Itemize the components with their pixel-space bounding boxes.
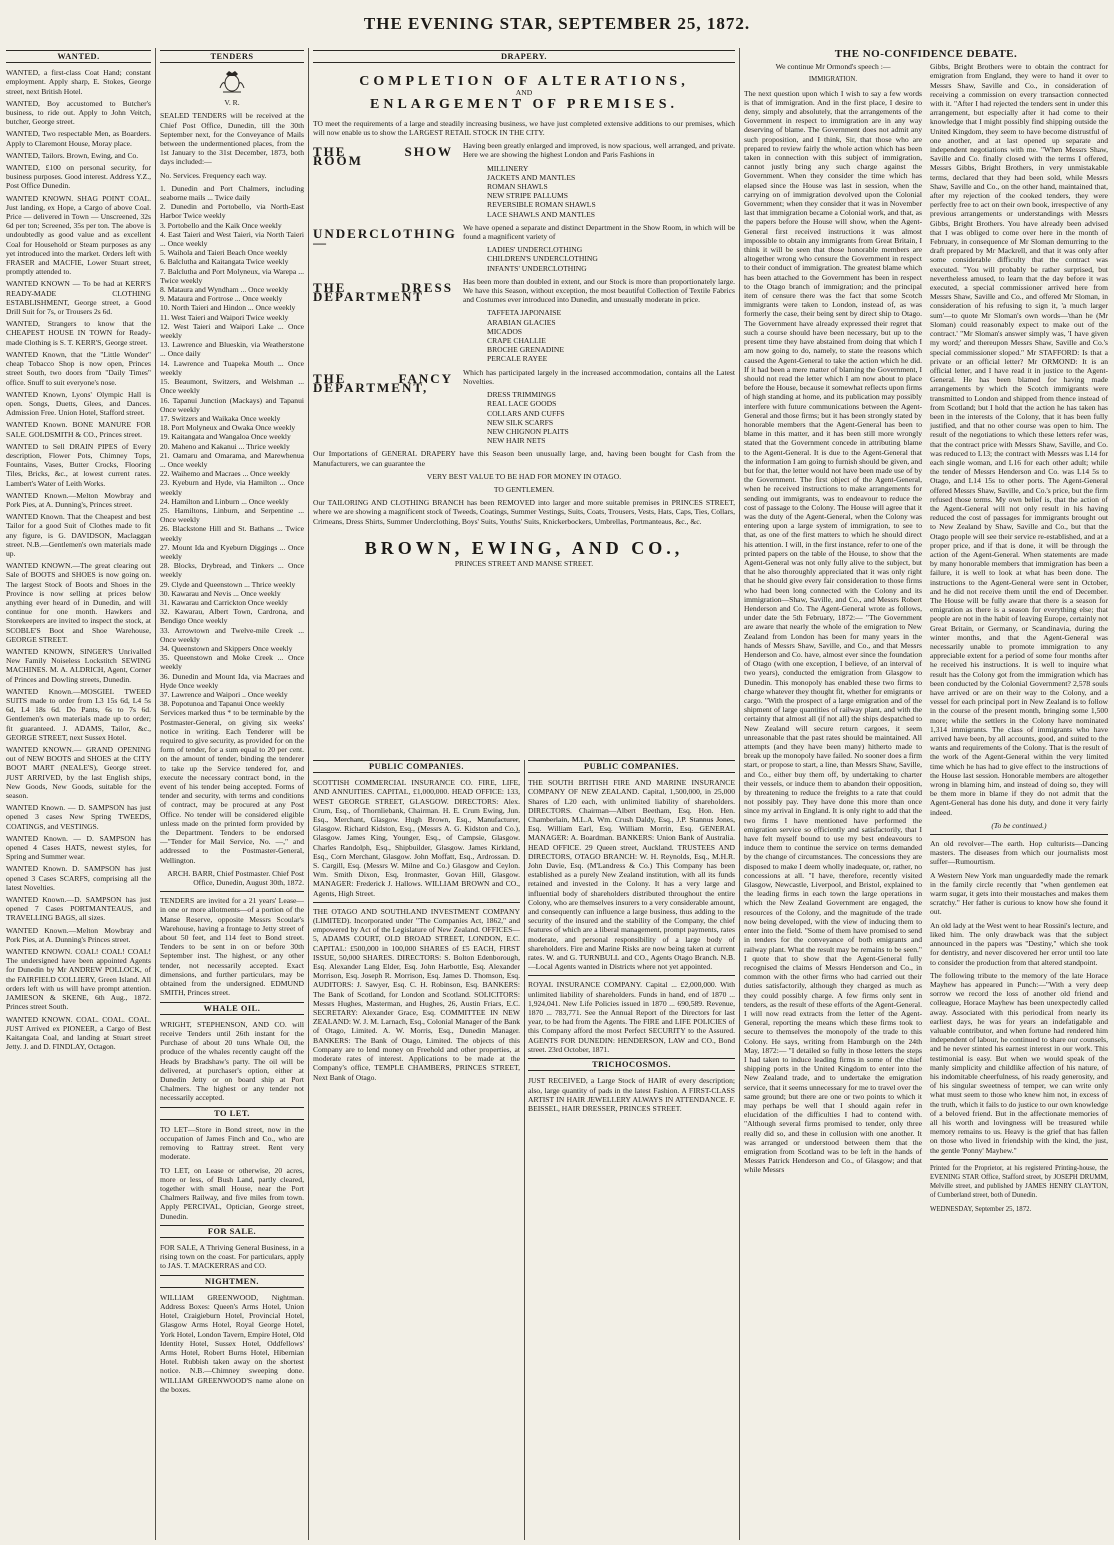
column-rule <box>308 48 309 1540</box>
mail-service-row: 11. West Taieri and Waipori Twice weekly <box>160 312 289 322</box>
misc-paragraph-1: An old revolver—The earth. Hop culturists—Dancing masters. The diseases from which our journalists most suffer—Rumourtism. <box>930 839 1108 867</box>
mail-service-row: 19. Kaitangata and Wangaloa Once weekly <box>160 432 291 442</box>
dress-item: CRAPE CHALLIE <box>487 336 546 346</box>
debate-column <box>744 50 1108 1540</box>
mail-service-row: 16. Tapanui Junction (Mackays) and Tapanui Once weekly <box>160 395 304 414</box>
wanted-ad: WANTED KNOWN, SINGER'S Unrivalled New Family Noiseless Lockstitch SEWING MACHINES. M. A. ALDRICH, Agent, Corner of Princes and Dowling streets, Dunedin. <box>6 646 151 684</box>
showroom-item: JACKETS AND MANTLES <box>487 172 576 182</box>
dress-text: Has been more than doubled in extent, and our Stock is more than proportionately large. We have this Season, without exception, the most beautiful Collection of Textile Fabrics and Costumes ever introduced into Dunedin, and unusually moderate in price. <box>463 276 735 305</box>
south-british-ad: THE SOUTH BRITISH FIRE AND MARINE INSURANCE COMPANY OF NEW ZEALAND. Capital, 1,500,000, in 25,000 Shares of L20 each, with unlimited liability of shareholders. DIRECTORS. Chairman—Albert Beetham, Esq. Hon. Hen. Chamberlain, M.L.A. Wm. Crush Daldy, Esq., J.P. Stannus Jones, Esq. William Earl, Esq. William Morrin, Esq. GENERAL MANAGER: A. Boardman. BANKERS: Union Bank of Australia. HEAD OFFICE. 29 Queen street, Auckland. TRUSTEES AND DIRECTORS, OTAGO BRANCH: W. H. Reynolds, Esq., M.H.R. John Davie, Esq. (M'Landress & Co.) This Company has been established as a purely New Zealand institution, with all its funds retained and invested in the Colony. It has a very large and influential body of shareholders distributed throughout the entire Colony, who are themselves insurers to a very considerable amount, and consequently can influence a large business, thus adding to the security of the insured and the stability of the Company, the chief features of which are a liberal management, prompt payments, rates moderate, and personal responsibility of a large body of shareholders. Fire and Marine Risks are now being taken at current rates. W. and G. TURNBULL and CO., Agents Otago Branch. N.B.—Local Agents wanted in Districts where not yet appointed. <box>528 778 735 972</box>
mail-service-row: 10. North Taieri and Hindon ... Once weekly <box>160 303 296 313</box>
imprint-date: WEDNESDAY, September 25, 1872. <box>930 1205 1032 1213</box>
mail-service-row: 12. West Taieri and Waipori Lake ... Once weekly <box>160 321 304 341</box>
mail-service-row: 37. Lawrence and Waipori .. Once weekly <box>160 690 288 699</box>
column-rule <box>739 48 740 1540</box>
mail-service-row: 5. Waihola and Taieri Beach Once weekly <box>160 248 288 258</box>
public-companies-head-2: PUBLIC COMPANIES. <box>528 760 735 773</box>
wanted-ad: WANTED Known, that the "Little Wonder" cheap Tobacco Shop is now open, Princes street South, two doors from "Daily Times" office. Snuff to suit everyone's nose. <box>6 349 151 387</box>
mail-service-row: 21. Oamaru and Omarama, and Marewhenua ... Once weekly <box>160 450 304 469</box>
showroom-text: Having been greatly enlarged and improved, is now spacious, well arranged, and private. Here we are showing the highest London and Paris Fashions in <box>463 141 735 160</box>
rule <box>528 975 735 976</box>
wanted-ad: WANTED KNOWN. COAL. COAL. COAL. JUST Arrived ex PIONEER, a Cargo of Best Kaitangata Coal, and landing at Stuart street Jetty. J. and D. FINDLAY, Octagon. <box>6 1014 151 1052</box>
column-rule <box>155 48 156 1540</box>
fancy-item: COLLARS AND CUFFS <box>487 408 565 418</box>
trichocosmos-head: TRICHOCOSMOS. <box>528 1058 735 1071</box>
lease-ad: TENDERS are invited for a 21 years' Lease—in one or more allotments—of a portion of the Manse Reserve, opposite Messrs Scoular's Warehouse, having a frontage to Jetty street of about 50 feet, and 114 feet to Bond street. Tenders to be sent in on or before 30th September inst. The highest, or any other tender, not necessarily accepted. Exact dimensions, and further particulars, may be obtained from the undersigned. EDMUND SMITH, Princes street. <box>160 896 304 998</box>
mail-service-row: 27. Mount Ida and Kyeburn Diggings ... Once weekly <box>160 542 304 561</box>
mail-service-row: 38. Popotunoa and Tapanui Once weekly <box>160 699 285 709</box>
drapery-title-and: AND <box>515 88 533 98</box>
underclothing-head: UNDERCLOTHING— <box>313 225 457 251</box>
dress-head: THE DRESS DEPARTMENT <box>313 279 453 305</box>
dress-item: ARABIAN GLACIES <box>487 317 556 327</box>
tender-intro: SEALED TENDERS will be received at the Chief Post Office, Dunedin, till the 30th September next, for the Conveyance of Mails between the undermentioned places, from the 1st January to the 31st December, 1873, both days included:— <box>160 111 304 167</box>
mail-service-row: 23. Kyeburn and Hyde, via Hamilton ... Once weekly <box>160 478 304 497</box>
fancy-item: NEW SILK SCARFS <box>487 417 554 427</box>
underclothing-section <box>313 223 735 277</box>
wanted-ad: WANTED Known. — D. SAMPSON has opened 4 Cases HATS, newest styles, for Spring and Summer wear. <box>6 833 151 862</box>
wanted-ad: WANTED KNOWN. COAL! COAL! COAL! The undersigned have been appointed Agents for Dunedin by Mr ANDREW POLLOCK, of the FAIRFIELD COLLIERY, Green Island. All orders left with us will have prompt attention. JAMIESON & SKENE, 6th Aug., 1872. Princes street South. <box>6 947 151 1012</box>
mail-service-row: 22. Waihemo and Macraes ... Once weekly <box>160 469 290 479</box>
mail-service-row: 1. Dunedin and Port Chalmers, including seaborne mails ... Twice daily <box>160 183 304 203</box>
wanted-ad: WANTED, a first-class Coat Hand; constant employment. Apply sharp, E. Stokes, George street, next British Hotel. <box>6 68 151 96</box>
mail-service-row: 8. Mataura and Wyndham ... Once weekly <box>160 285 289 295</box>
to-let-head: TO LET. <box>160 1107 304 1120</box>
wanted-ad: WANTED KNOWN.— GRAND OPENING out of NEW BOOTS and SHOES at the CITY BOOT MART (NEALE'S), George street. JUST ARRIVED, by the last English ships, New Goods, New Goods, suitable for the season. <box>6 745 151 801</box>
whale-oil-head: WHALE OIL. <box>160 1002 304 1015</box>
mail-service-row: 3. Portobello and the Kaik Once weekly <box>160 220 282 230</box>
public-companies-head-1: PUBLIC COMPANIES. <box>313 760 520 773</box>
mail-service-row: 17. Switzers and Waikaka Once weekly <box>160 413 281 423</box>
underclothing-item: CHILDREN'S UNDERCLOTHING <box>487 254 598 264</box>
mail-service-row: 35. Queenstown and Moke Creek ... Once weekly <box>160 653 304 672</box>
to-be-continued: (To be continued.) <box>991 820 1047 830</box>
fancy-section <box>313 368 735 450</box>
showroom-item: MILLINERY <box>487 163 529 173</box>
firm-address: PRINCES STREET AND MANSE STREET. <box>454 558 594 568</box>
mail-service-row: 31. Kawarau and Carrickton Once weekly <box>160 597 288 607</box>
firm-name: BROWN, EWING, AND CO., <box>364 537 684 558</box>
debate-intro: We continue Mr Ormond's speech :— <box>775 62 891 72</box>
masthead: THE EVENING STAR, SEPTEMBER 25, 1872. <box>363 14 751 33</box>
drapery-intro: TO meet the requirements of a large and steadily increasing business, we have just completed extensive additions to our premises, which will now enable us to show the LARGEST RETAIL STOCK IN THE CITY. <box>313 118 735 138</box>
tenders-section-head: TENDERS <box>160 50 304 63</box>
rule <box>160 891 304 892</box>
best-value-text: VERY BEST VALUE TO BE HAD FOR MONEY IN OTAGO. <box>426 471 622 481</box>
dress-section <box>313 277 735 368</box>
mail-service-row: 29. Clyde and Queenstown ... Thrice weekly <box>160 579 296 589</box>
mail-service-row: 24. Hamilton and Linburn ... Once weekly <box>160 496 289 506</box>
wanted-ad: WANTED, Tailors. Brown, Ewing, and Co. <box>6 150 139 160</box>
underclothing-items <box>487 245 735 273</box>
mail-service-row: 18. Port Molyneux and Owaka Once weekly <box>160 423 296 433</box>
rule <box>313 902 520 903</box>
fancy-item: DRESS TRIMMINGS <box>487 390 556 400</box>
debate-text-2: Gibbs, Bright Brothers were to obtain the contract for emigration from England, they were to hand it over to Messrs Shaw, Saville and Co., in consideration of receiving a commission on every transaction connected with it. "After I had rejected the tenders sent in under this arrangement, but especially after it had come to their knowledge that I might possibly find shipping outside the United Kingdom, they seem to have become distrustful of one another, and at last opened up separate and independent negotiations with me. "When Messrs Shaw, Saville and Co. finally closed with the terms I offered, Messrs Gibbs, Bright Brothers, in very unmistakable terms, declared that they had been sold, while Messrs Shaw, Saville and Co., on the other hand, maintained that, after my rejection of the cooked tenders, they were perfectly free to act on their own book, irrespective of any previous arrangements or understandings with Messrs Gibbs, Bright Brothers. You have already been advised that I was obliged to come over here in the month of February, in consequence of Mr Sloman demurring to the draft prepared by Mr Mackrell, and that it was only after some considerable difficulty that the contract was executed. "You will probably be rather surprised, but nevertheless amused, to learn that the day before it was executed, a special commissioner arrived here from Messrs Shaw, Saville and Co., and offered Mr Sloman, in consideration of his refusing to sign it, 'a much larger sum'—to quote Mr Sloman's own words—'than he (Mr Sloman) could reasonably expect to make out of the contract.' "Mr Sloman's answer simply was, 'I have given my word;' and thereupon Messrs Shaw, Saville and Co.'s special commissioner sloped." Mr STAFFORD: Is that a private or an official letter? Mr ORMOND: It is an official letter, and I have read it in justice to the Agent-General. He has been blamed for having made arrangements by which the Scotch immigrants were transmitted to London and shipped from thence instead of from Scotland; but I hold that the action he has taken has been in the interests of the Colony, that it has been fully justified, and that no other course was open to him. The result of the negotiations to which these letters refer was, that the contract price with Messrs Shaw, Saville, and Co. was reduced to L13; the contract with Messrs was L14 for each single woman, and L16 for each other adult; while the tender of Messrs Henderson and Co. was L14 5s to Otago, and L14 15s to other ports. The Agent-General offered Messrs Shaw, Saville, and Co.'s price, but the firm refused those terms. My own belief is, that the action of the Agent-General will not only result in his having reduced the cost of passages for immigrants brought out to New Zealand by Shaw, Saville and Co., but that the Otago people will see their service re-established, and at a proper price, and if that is done, it will be through the action of the Agent-General. When statements are made by many honorable members that immigration has been a failure, it is well to look at what has been done. The instructions to the Agent-General were sent in October, and he did not receive them until the end of December. The House will be fully aware that there is a season for emigration as there is a season for everything else; that people are not in the habit of leaving Europe, certainly not Great Britain, or Germany, or Scandinavia, during the winter months, and that the Agent-General was necessarily unable to promote immigration to any appreciable extent for a period of some four months after he received his instructions. It is well to inquire what result has the Colony got from the immigration which has been conducted by the Colonial Government? 2,578 souls have arrived or are on their way to the Colony, and a vessel for each principal port in New Zealand is to follow in the course of the present month, bringing some 1,500 more; while the settlers in the Colony have nominated 1,314 immigrants. The class of immigrants who have arrived have been, by all accounts, good, and suited to the wants and requirements of the Colony. That is the result of the work of the Agent-General within the very limited time which he has had to give effect to the instructions of the House last session. Honorable members are altogether wrong in blaming him, and instead of doing so, they will be them more in blame if they do not admit that the Agent-General has done his duty, and done it very fairly indeed. <box>930 62 1108 817</box>
showroom-section <box>313 141 735 223</box>
underclothing-item: LADIES' UNDERCLOTHING <box>487 245 583 255</box>
wanted-ads <box>6 68 151 1051</box>
showroom-item: LACE SHAWLS AND MANTLES <box>487 209 596 219</box>
otago-investment-ad: THE OTAGO AND SOUTHLAND INVESTMENT COMPANY (LIMITED). Incorporated under "The Companies Act, 1862," and empowered by Act of the Legislature of New Zealand. OFFICES—5, ADAMS COURT, OLD BROAD STREET, LONDON, E.C. CAPITAL: £500,000 in 100,000 SHARES of £5 EACH, FIRST ISSUE, 50,000 SHARES. DIRECTORS: S. Bolton Edenborough, Esq. Alexander Lang Elder, Esq. John Harbottle, Esq. Alexander Morrison, Esq. Joseph R. Morrison, Esq. James D. Thomson, Esq. AUDITORS: J. Sawyer, Esq. C. H. Robinson, Esq. BANKERS: The Bank of Scotland, for London and Scotland. SOLICITORS: Messrs Hughes, Masterman, and Hughes, 26, Austin Friars, E.C. SECRETARY: Alexander Grace, Esq. COMMITTEE IN NEW ZEALAND: W. J. M. Larnach, Esq., Colonial Manager of the Bank of Otago, Limited. A. W. Morris, Esq., Dunedin Manager. BANKERS: The Bank of Otago, Limited. The objects of this Company are to lend money on Freehold and other properties, at moderate rates of interest. Applications to be made at the Company's office, TEMPLE CHAMBERS, PRINCES STREET, Next Bank of Otago. <box>313 906 520 1082</box>
wanted-ad: WANTED, £100 on personal security, for business purposes. Good interest. Address Y.Z., Post Office Dunedin. <box>6 163 151 191</box>
wanted-ad: WANTED KNOWN. SHAG POINT COAL. Just landing, ex Hope, a Cargo of above Coal. Price — delivered in Town — Unscreened, 32s 6d per ton; Screened, 35s per ton. The above is undoubtedly as good value and as excellent Coal for Household or Steam purposes as any yet introduced into the market. Orders left with FRASER and MACFIE, Lower Stuart street, promptly attended to. <box>6 193 151 277</box>
mail-service-row: 25. Hamiltons, Linburn, and Serpentine ... Once weekly <box>160 505 304 525</box>
for-sale-head: FOR SALE. <box>160 1225 304 1238</box>
drapery-section-head: DRAPERY. <box>313 50 735 63</box>
seal-letters: V. R. <box>224 98 240 108</box>
mail-services-list <box>160 184 304 709</box>
dress-item: TAFFETA JAPONAISE <box>487 308 562 318</box>
fancy-head: THE FANCY DEPARTMENT, <box>313 370 453 395</box>
drapery-block <box>313 50 735 750</box>
showroom-item: REVERSIBLE ROMAN SHAWLS <box>487 200 596 210</box>
nightmen-head: NIGHTMEN. <box>160 1275 304 1288</box>
fancy-item: NEW HAIR NETS <box>487 436 546 446</box>
showroom-items <box>487 164 735 219</box>
tenders-column <box>160 50 304 1540</box>
underclothing-item: INFANTS' UNDERCLOTHING <box>487 263 587 273</box>
wanted-column <box>6 50 151 1540</box>
fancy-items <box>487 390 735 445</box>
royal-insurance-ad: ROYAL INSURANCE COMPANY. Capital ... £2,000,000. With unlimited liability of shareholders. Funds in hand, end of 1870 ... 1,924,041. New Life Policies issued in 1870 ... 690,589. Revenue, 1870 ... 783,771. See the Annual Report of the Directors for last year, to be had from the Agents. The FIRE and LIFE POLICIES of this Company afford the most Perfect SECURITY to the Assured. AGENTS FOR DUNEDIN: HENDERSON, LAW and CO., Bond street. 23rd October, 1871. <box>528 980 735 1054</box>
for-sale-ad: FOR SALE, A Thriving General Business, in a rising town on the coast. For particulars, apply to JAS. T. MACKERRAS and CO. <box>160 1242 304 1271</box>
wanted-ad: WANTED, Boy accustomed to Butcher's business, to ride out. Apply to John Veitch, butcher, George street. <box>6 98 151 127</box>
mail-service-row: 34. Queenstown and Skippers Once weekly <box>160 643 293 653</box>
fancy-item: REAL LACE GOODS <box>487 399 557 409</box>
column-rule <box>524 760 525 1540</box>
showroom-head: THE SHOW ROOM <box>313 144 453 169</box>
fancy-item: NEW CHIGNON PLAITS <box>487 426 569 436</box>
dress-item: MICADOS <box>487 326 523 336</box>
wanted-ad: WANTED KNOWN.—The great clearing out Sale of BOOTS and SHOES is now going on. The largest Stock of Boots and Shoes in the Province is now selling at prices below anything ever heard of in Dunedin, and will continue for one month. Hawkers and Storekeepers are invited to inspect the stock, at SCOBLE'S Boot and Shoe Warehouse, GEORGE STREET. <box>6 561 151 644</box>
nightmen-ad: WILLIAM GREENWOOD, Nightman. Address Boxes: Queen's Arms Hotel, Union Hotel, Craigieburn Hotel, Provincial Hotel, Glasgow Arms Hotel, Royal George Hotel, York Hotel, London Tavern, Empire Hotel, Old Identity Hotel, Sussex Hotel, Oddfellows' Arms Hotel, Robert Burns Hotel, Hibernian Hotel. Rubbish taken away on the shortest notice. N.B.—Chimney sweeping done. WILLIAM GREENWOOD'S name alone on the boxes. <box>160 1292 304 1394</box>
imports-text: Our Importations of GENERAL DRAPERY have this Season been unusually large, and, having been bought for Cash from the Manufacturers, we can guarantee the <box>313 449 735 468</box>
to-let-ad-2: TO LET, on Lease or otherwise, 20 acres, more or less, of Bush Land, partly cleared, together with small House, near the Port Chalmers Railway, and five miles from town. Apply PERCIVAL, Optician, George street, Dunedin. <box>160 1165 304 1221</box>
rule <box>930 834 1108 835</box>
tender-table-header: No. Services. Frequency each way. <box>160 170 267 180</box>
mail-service-row: 30. Kawarau and Nevis ... Once weekly <box>160 588 281 598</box>
showroom-item: ROMAN SHAWLS <box>487 182 548 192</box>
public-companies-column-1 <box>313 760 520 1540</box>
mail-service-row: 9. Mataura and Fortrose ... Once weekly <box>160 294 283 304</box>
dress-item: PERCALE RAYEE <box>487 354 548 364</box>
fancy-text: Which has participated largely in the increased accommodation, contains all the Latest Novelties. <box>463 367 735 386</box>
mail-service-row: 36. Dunedin and Mount Ida, via Macraes and Hyde Once weekly <box>160 671 304 690</box>
mail-service-row: 15. Beaumont, Switzers, and Welshman ... Once weekly <box>160 377 304 396</box>
mail-service-row: 32. Kawarau, Albert Town, Cardrona, and Bendigo Once weekly <box>160 607 304 626</box>
debate-text-1: The next question upon which I wish to say a few words is that of immigration. And in the first place, I desire to deny, simply and absolutely, that the arrangements of the Government in respect to immigration are in any way deserving of blame. The Government does not admit any such proposition, and I think, Sir, that those who are prepared to review fairly the whole action which has been taken in connection with this subject of immigration, cannot justly bring any such charge against the Government. When they consider the time which has elapsed since the House was last in session, when the carrying on of immigration devolved upon the Colonial Government; when they consider that it was in November last that immigration became a Colonial work, and that, as the papers before the House will show, when the Agent-General first received instructions it was almost impossible to obtain any immigrants from Great Britain, I think it will be seen that those honorable members are altogether wrong who censure the Government in respect to their conduct of immigration. The greatest blame which has been attached to the Government has been in respect to the Otago branch of immigration; and the principal item of censure there was the fact that some Scotch immigrants were taken to London, instead of, as was formerly the case, their being sent by direct ship to Otago. The Government have already expressed their regret that such a course should have been necessary, but up to the present time they have abstained from doing that which I am now going to do, namely, to state the reasons which caused the Agent-General to take the action which he did. If it had been a mere matter of blaming the Government, I should not read the letter which I am now about to place before the House, because it somewhat reflects upon firms of high standing at home, and its publication may possibly interfere with future communications between the Agent-General and those firms; but it has been strongly stated by honorable members that the Agent-General has been to blame in this matter, and it has been still more wrongly stated that the Government concede in attributing blame to the Agent-General. It is due to the Agent-General that the information I am going to furnish should be given, and but for that, the letter would not have been made use of by the Government. The first object of the Agent-General, when he received instructions to make arrangements for sending out immigrants, was to endeavour to reduce the cost of passage to the Colony. The House will agree that it was the duty of the Agent-General, when the Colony was entering upon a large system of immigration, to see to that, as one of the first matters to which he should direct his attention. I will, in the first instance, refer to one of the printed papers on the table of the House, to show that the Agent-General was not only fully alive to the subject, but that he also thoroughly appreciated that it was only right that he should give every fair consideration to those firms who had been long connected with the Colony and its immigration—Shaw, Saville, and Co., and Messrs Robert Henderson and Co. The Agent-General wrote as follows, under date the 5th February, 1872:— "The Government are aware that nearly the whole of the emigration to New Zealand from London has been for many years in the hands of Messrs Shaw, Saville, and Co., and that Messrs Henderson and Co. have, almost ever since the foundation of Otago (with one exception, I believe, of an interval of two years), conducted the emigration from Glasgow to Dunedin. This monopoly has enabled these two firms to charge whatever they thought fit, whether for emigrants or cargo. "With the prospect of a large emigration and of the shipment of large quantities of railway plant, and with the certainty that almost all (if not all) the ships despatched to New Zealand will secure return cargoes, it seem unreasonable that the past rates should be maintained. All attempts (and they have been many) hitherto made to break up the monopoly have failed. No sooner does a firm start, or propose to start, a line, than Messrs Shaw, Saville, and Co., either buy them off, by undertaking to charter their vessels, or induce them to abandon their opposition, by threatening to reduce the freights to a rate that could not possibly pay. They have done this more than once since my arrival in England. It is only right to add that the two firms I have mentioned have performed the emigration service so efficiently and satisfactorily, that I have felt myself bound to use my best endeavours to induce them to continue the service on terms demanded by the change of circumstances. The concessions they are disposed to make I deem wholly inadequate, or, rather, no concessions at all. "I have, therefore, recently visited Glasgow, Newcastle, Liverpool, and Bristol, explained to the leading firms in each town the large operations in which the New Zealand Government are engaged, the resources of the Colony, and the magnitude of the trade now being developed, with the view of inducing them to enter into the field. "Some of them have promised to send in tenders for the conveyance of both emigrants and railway plant. What the result may be remains to be seen." I quote that to show that the Agent-General fully recognised the claims of Messrs Henderson and Co., in common with the other firms who had carried out their duties satisfactorily, although they charged as much as they could possibly charge. A few firms only sent in tenders, as the result of these efforts of the Agent-General. I will now read extracts from the letter of the Agent-General, reporting the means which these firms took to secure to themselves the monopoly of the trade to this Colony. He says, writing from Hamburgh on the 24th May, 1872:— "I detailed so fully in those letters the steps I had taken to induce leading firms in some of the chief shipping ports in the United Kingdom to enter into the New Zealand trade, and to undertake the emigration service, that it seems unnecessary for me to travel over the same ground; but there are one or two points to which it may perhaps be well that I should again refer in elucidation of the difficulties I had to contend with. "Although several firms promised to tender, only three really did so, and these in collusion with one another. It was arranged or understood between them that the emigration from Scotland was to be left in the hands of Messrs Patrick Henderson and Co., of Glasgow; and that while Messrs <box>744 88 922 1175</box>
showroom-item: NEW STRIPE PALLUMS <box>487 191 569 201</box>
wanted-ad: WANTED, Strangers to know that the CHEAPEST HOUSE IN TOWN for Ready-made Clothing is S. T. KERR'S, George street. <box>6 319 151 347</box>
gentlemen-text: Our TAILORING AND CLOTHING BRANCH has been REMOVED into larger and more suitable premises in PRINCES STREET, where we are showing a magnificent stock of Tweeds, Coatings, Summer Vestings, Suits, Coats, Trousers, Vests, Hats, Caps, Ties, Collars, Crimeans, Dress Shirts, Summer Underclothing, Boys' Suits, Youths' Suits, Knickerbockers, Umbrellas, Portmanteaus, &c., &c. <box>313 498 735 526</box>
public-companies-column-2 <box>528 760 735 1540</box>
mail-service-row: 2. Dunedin and Portobello, via North-East Harbor Twice weekly <box>160 202 304 221</box>
imprint: Printed for the Proprietor, at his registered Printing-house, the EVENING STAR Office, Stafford street, by JOSEPH DRUMM, Melville street, and published by JAMES HENRY CLAYTON, of Cumberland street, both of Dunedin. <box>930 1164 1108 1200</box>
wanted-ad: WANTED Known.—Melton Mowbray and Pork Pies, at A. Dunning's, Princes street. <box>6 490 151 509</box>
dress-items <box>487 308 735 363</box>
wanted-ad: WANTED Known. That the Cheapest and best Tailor for a good Suit of Clothes made to fit any figure, is G. DAVIDSON, Maclaggan street. N.B.—Gentlemen's own materials made up. <box>6 512 151 558</box>
mail-service-row: 7. Balclutha and Port Molyneux, via Warepa ... Twice weekly <box>160 266 304 285</box>
wanted-ad: WANTED Known. D. SAMPSON has just opened 3 Cases SCARFS, comprising all the latest Novelties. <box>6 864 151 892</box>
underclothing-text: We have opened a separate and distinct Department in the Show Room, in which will be found a magnificent variety of <box>463 222 735 242</box>
scottish-insurance-ad: SCOTTISH COMMERCIAL INSURANCE CO. FIRE, LIFE, AND ANNUITIES. CAPITAL, £1,000,000. HEAD OFFICE: 133, WEST GEORGE STREET, GLASGOW. DIRECTORS: Alex. Crum, Esq., of Thornliebank, Chairman. H. E. Crum Ewing, Jun. Esq., Merchant, Glasgow. Hugh Brown, Esq., Manufacturer, Glasgow. Richard Kidston, Esq., (Messrs A. G. Kidston and Co.), Glasgow. James King, Younger, Esq., of Campsie, Glasgow. Charles Randolph, Esq., Shipbuilder, Glasgow. James Kirkland, Esq., Corn Merchant, Glasgow. John Moffatt, Esq., Ardrossan. D. S. Cargill, Esq. (Messrs W. Milne and Co.) Glasgow and Ceylon. Wm. Smith Dixon, Esq, Ironmaster, Govan Hill, Glasgow. MANAGER: Frederick J. Hallows. WILLIAM BROWN and CO., Agents, High Street. <box>313 778 520 898</box>
drapery-title-1: COMPLETION OF ALTERATIONS, <box>359 74 689 90</box>
to-let-ad-1: TO LET—Store in Bond street, now in the occupation of James Finch and Co., who are removing to Rattray street. Rent very moderate. <box>160 1124 304 1162</box>
debate-title: THE NO-CONFIDENCE DEBATE. <box>834 50 1018 60</box>
wanted-section-head: WANTED. <box>6 50 151 63</box>
misc-paragraph-3: An old lady at the West went to hear Rossini's lecture, and liked him. The only drawback was that the subject announced in the papers was "Destiny," which she took for dentistry, and never discovered her error until too late to consider the production from that altered standpoint. <box>930 920 1108 967</box>
misc-paragraph-2: A Western New York man unguardedly made the remark in the family circle recently that "when gentlemen eat warm sugar, it gets into their moustaches and makes them scratchy." Her father is curious to know how she found it out. <box>930 870 1108 917</box>
debate-subhead: IMMIGRATION. <box>808 76 858 84</box>
tender-conditions: Services marked thus * to be terminable by the Postmaster-General, on giving six weeks' notice in writing. Each Tenderer will be required to give security, as provided for on the form of tender, for a sum equal to 20 per cent. on the amount of tender, binding the tenderer to take up the Service tendered for, and execute the necessary contract bond, in the event of his tender being accepted. Forms of tender and security, with terms and conditions of contract, may be procured at any Post Office. No tender will be considered eligible unless made on the printed form provided by the Department. Tenders to be endorsed—"Tender for Mail Service, No. —," and addressed to the Postmaster-General, Wellington. <box>160 708 304 865</box>
misc-paragraph-4: The following tribute to the memory of the late Horace Mayhew has appeared in Punch:—"With a very deep sorrow we record the loss of another old friend and colleague, Horace Mayhew has been unexpectedly called away. Associated with this periodical from nearly its earliest days, he was for years an indefatigable and valuable contributor, and when fortune had rendered him independent of labour, he continued to share our counsels, and he never stinted his earnest interest in our work. This testimonial is easy. But when we would speak of the manly simplicity and childlike affection of his nature, of his indomitable cheerfulness, of his ready generosity, and of his singular sweetness of temper, we can write only what must seem to those who knew him not, in excess of the truth, which it fails to do justice to our own knowledge of a beloved friend. But in the affectionate memories of all his worth and lovingness will be treasured while memory remains to us. Heavy is the grief that has fallen on those who lived in friendship with the kind, the just, the gentle 'Ponny' Mayhew." <box>930 970 1108 1155</box>
wanted-ad: WANTED Known.—MOSGIEL TWEED SUITS made to order from L3 15s 6d, L4 5s 6d, L4 18s 6d. Do Pants, 6s to 7s 6d. Gentlemen's own materials made up to order; fit guaranteed. J. ADAMS, Tailor, &c., GEORGE STREET, next Sussex Hotel. <box>6 686 151 742</box>
dress-item: BROCHE GRENADINE <box>487 345 564 355</box>
whale-oil-ad: WRIGHT, STEPHENSON, AND CO. will receive Tenders until 26th instant for the Purchase of about 20 tuns Whale Oil, the produce of the whales recently caught off the Heads by Bradshaw's party. The oil will be delivered, at purchaser's option, either at Dunedin Jetty or on board ship at Port Chalmers. The highest or any tender not necessarily accepted. <box>160 1019 304 1103</box>
debate-body <box>744 62 1108 1218</box>
wanted-ad: WANTED KNOWN — To be had at KERR'S READY-MADE CLOTHING ESTABLISHMENT, George street, a Good Drill Suit for 7s, or Trousers 2s 6d. <box>6 279 151 317</box>
gentlemen-head: TO GENTLEMEN. <box>493 484 555 494</box>
mail-service-row: 14. Lawrence and Tuapeka Mouth ... Once weekly <box>160 358 304 377</box>
royal-arms-icon <box>217 68 247 94</box>
mail-service-row: 28. Blocks, Drybread, and Tinkers ... Once weekly <box>160 561 304 580</box>
mail-service-row: 26. Blackstone Hill and St. Bathans ... Twice weekly <box>160 524 304 543</box>
mail-service-row: 13. Lawrence and Blueskin, via Weatherstone ... Once daily <box>160 340 304 359</box>
wanted-ad: WANTED, Two respectable Men, as Boarders. Apply to Claremont House, Moray place. <box>6 129 151 148</box>
trichocosmos-ad: JUST RECEIVED, a Large Stock of HAIR of every description; also, large quantity of pads in the latest Fashion. A FIRST-CLASS ARTIST IN HAIR JEWELLERY ALWAYS IN ATTENDANCE. F. BEISSEL, HAIR DRESSER, PRINCES STREET. <box>528 1076 735 1113</box>
wanted-ad: WANTED Known. — D. SAMPSON has just opened 3 cases New Spring TWEEDS, COATINGS, and VESTINGS. <box>6 803 151 831</box>
tender-signoff: ARCH. BARR, Chief Postmaster. Chief Post Office, Dunedin, August 30th, 1872. <box>167 868 304 888</box>
rule <box>930 1159 1108 1160</box>
wanted-ad: WANTED Known.—Melton Mowbray and Pork Pies, at A. Dunning's Princes street. <box>6 925 151 944</box>
wanted-ad: WANTED Known, Lyons' Olympic Hall is open. Songs, Duetts, Glees, and Dances. Admission Free. Union Hotel, Stafford street. <box>6 389 151 418</box>
mail-service-row: 6. Balclutha and Kaitangata Twice weekly <box>160 257 289 267</box>
mail-service-row: 20. Maheno and Kakanui ... Thrice weekly <box>160 441 290 451</box>
wanted-ad: WANTED Known. BONE MANURE FOR SALE. GOLDSMITH & CO., Princes street. <box>6 420 151 439</box>
wanted-ad: WANTED to Sell DRAIN PIPES of Every description, Flower Pots, Chimney Tops, Fountains, Vases, Butter Crocks, Flooring Tiles, Bricks, &c., at lowest current rates. Lambert's Water of Leith Works. <box>6 441 151 488</box>
mail-service-row: 33. Arrowtown and Twelve-mile Creek ... Once weekly <box>160 625 304 644</box>
wanted-ad: WANTED Known.—D. SAMPSON has just opened 7 Cases PORTMANTEAUS, and TRAVELLING BAGS, all sizes. <box>6 895 151 923</box>
drapery-title-2: ENLARGEMENT OF PREMISES. <box>370 96 678 112</box>
mail-service-row: 4. East Taieri and West Taieri, via North Taieri ... Once weekly <box>160 229 304 249</box>
